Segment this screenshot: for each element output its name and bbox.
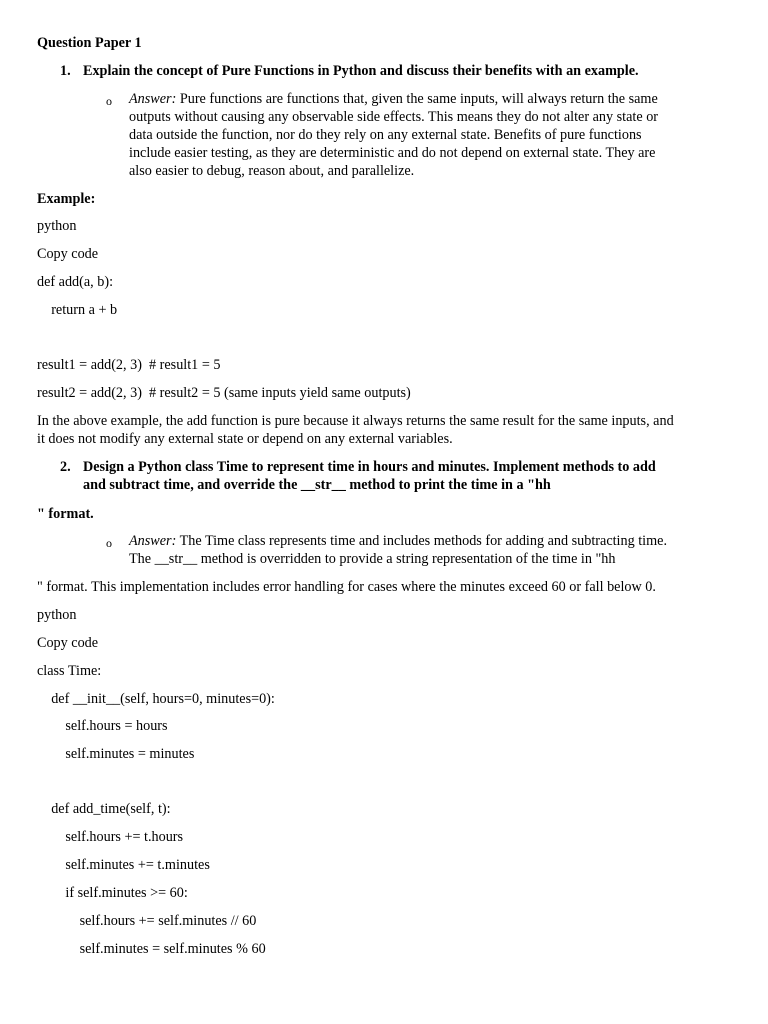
- q1-answer-text: Pure functions are functions that, given the same inputs, will always return the same: [179, 91, 658, 107]
- q2-code-line: self.minutes = minutes: [37, 746, 195, 762]
- q2-code-language: python: [37, 607, 77, 623]
- q2-question-line-3: " format.: [37, 506, 94, 522]
- q2-code-line: class Time:: [37, 663, 102, 679]
- q2-answer-line-3: " format. This implementation includes error handling for cases where the minutes exceed 60 or fall below 0.: [37, 579, 656, 595]
- q2-code-line: self.hours = hours: [37, 718, 168, 734]
- q1-code-line: def add(a, b):: [37, 274, 114, 290]
- q2-code-line: def __init__(self, hours=0, minutes=0):: [37, 691, 275, 707]
- q1-copy-code-button[interactable]: Copy code: [37, 246, 99, 262]
- q1-explanation-line-1: In the above example, the add function is pure because it always returns the same result for the same inputs, and: [37, 413, 674, 429]
- q1-answer-line-1: [129, 90, 658, 109]
- example-heading: Example:: [37, 191, 96, 207]
- q1-answer-line-2: outputs without causing any observable side effects. This means they do not alter any state or: [129, 109, 659, 125]
- q2-answer-label: Answer:: [129, 533, 177, 549]
- q1-explanation-line-2: it does not modify any external state or depend on any external variables.: [37, 431, 453, 447]
- q2-answer-line-2: The __str__ method is overridden to provide a string representation of the time in "hh: [129, 551, 616, 567]
- q2-question-line-1: Design a Python class Time to represent time in hours and minutes. Implement methods to add: [83, 459, 656, 475]
- q1-code-language: python: [37, 218, 77, 234]
- q2-code-line: self.hours += t.hours: [37, 829, 184, 845]
- q1-question: Explain the concept of Pure Functions in Python and discuss their benefits with an example.: [83, 63, 639, 79]
- q2-copy-code-button[interactable]: Copy code: [37, 635, 99, 651]
- q1-bullet-icon: o: [106, 94, 112, 108]
- q1-answer-label: Answer:: [129, 91, 177, 107]
- q2-code-line: self.minutes = self.minutes % 60: [37, 941, 266, 957]
- q2-answer-line-1: [129, 532, 667, 551]
- q1-answer-line-4: include easier testing, as they are deterministic and do not depend on external state. They are: [129, 145, 656, 161]
- q1-number: 1.: [60, 63, 71, 79]
- q2-code-line: self.minutes += t.minutes: [37, 857, 210, 873]
- q1-code-line: result1 = add(2, 3) # result1 = 5: [37, 357, 221, 373]
- q2-number: 2.: [60, 459, 71, 475]
- q2-answer-text: The Time class represents time and includes methods for adding and subtracting time.: [179, 533, 667, 549]
- q1-answer-line-5: also easier to debug, reason about, and parallelize.: [129, 163, 415, 179]
- q1-code-line: result2 = add(2, 3) # result2 = 5 (same inputs yield same outputs): [37, 385, 411, 401]
- q1-answer-line-3: data outside the function, nor do they rely on any external state. Benefits of pure functions: [129, 127, 642, 143]
- q2-code-line: self.hours += self.minutes // 60: [37, 913, 257, 929]
- q2-code-line: if self.minutes >= 60:: [37, 885, 188, 901]
- q2-question-line-2: and subtract time, and override the __str__ method to print the time in a "hh: [83, 477, 551, 493]
- q2-code-line: def add_time(self, t):: [37, 801, 171, 817]
- q2-bullet-icon: o: [106, 536, 112, 550]
- page-title: Question Paper 1: [37, 35, 142, 51]
- q1-code-line: return a + b: [37, 302, 118, 318]
